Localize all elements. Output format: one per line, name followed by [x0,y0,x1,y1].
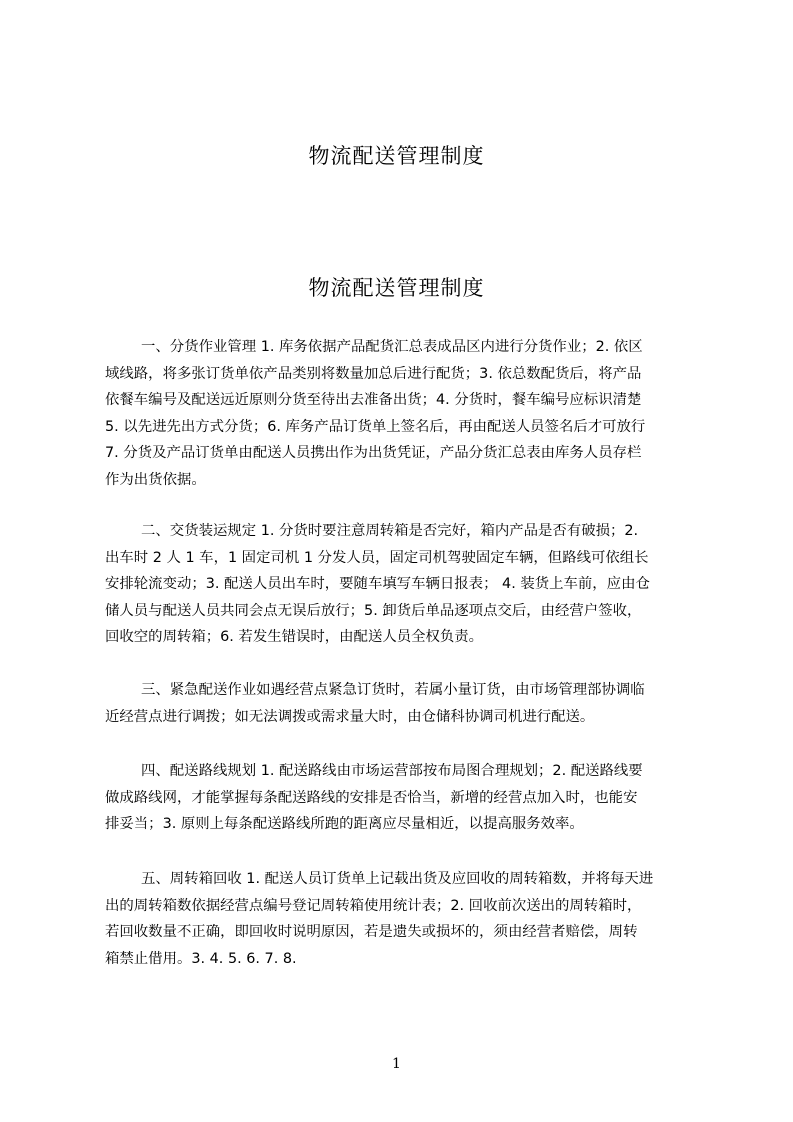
paragraph-line: 依餐车编号及配送远近原则分货至待出去准备出货；4. 分货时，餐车编号应标识清楚 [105,392,642,408]
paragraph-line: 7. 分货及产品订货单由配送人员携出作为出货凭证，产品分货汇总表由库务人员存栏 [105,445,642,461]
section-emergency-delivery [105,677,687,730]
section-distribution-management [105,334,687,493]
paragraph-line: 近经营点进行调拨；如无法调拨或需求量大时，由仓储科协调司机进行配送。 [105,708,595,725]
page-number: 1 [392,1056,401,1072]
paragraph-line: 三、紧急配送作业如遇经营点紧急订货时，若属小量订货，由市场管理部协调临 [141,682,645,698]
paragraph-line: 出车时 2 人 1 车，1 固定司机 1 分发人员，固定司机驾驶固定车辆，但路线可依组长 [105,549,649,566]
section-route-planning [105,758,687,838]
document-main-title: 物流配送管理制度 [308,276,485,300]
paragraph-line: 箱禁止借用。3. 4. 5. 6. 7. 8. [105,950,297,967]
paragraph-line: 5. 以先进先出方式分货；6. 库务产品订货单上签名后，再由配送人员签名后才可放行 [105,418,646,435]
paragraph-line: 域线路，将多张订货单依产品类别将数量加总后进行配货；3. 依总数配货后，将产品 [105,365,642,382]
paragraph-line: 四、配送路线规划 1. 配送路线由市场运营部按布局图合理规划；2. 配送路线要 [141,763,643,779]
paragraph-line: 储人员与配送人员共同会点无误后放行；5. 卸货后单品逐项点交后，由经营户签收， [105,602,642,619]
paragraph-line: 安排轮流变动；3. 配送人员出车时，要随车填写车辆日报表； 4. 装货上车前，应由仓 [105,576,650,592]
paragraph-line: 一、分货作业管理 1. 库务依据产品配货汇总表成品区内进行分货作业；2. 依区 [141,339,643,355]
paragraph-line: 若回收数量不正确，即回收时说明原因，若是遗失或损坏的，须由经营者赔偿，周转 [105,924,638,940]
paragraph-line: 五、周转箱回收 1. 配送人员订货单上记载出货及应回收的周转箱数，并将每天进 [141,871,654,887]
paragraph-line: 做成路线网，才能掌握每条配送路线的安排是否恰当，新增的经营点加入时，也能安 [105,789,638,806]
section-delivery-rules [105,518,687,651]
paragraph-line: 排妥当；3. 原则上每条配送路线所跑的距离应尽量相近，以提高服务效率。 [105,816,584,832]
paragraph-line: 二、交货装运规定 1. 分货时要注意周转箱是否完好，箱内产品是否有破损；2. [141,523,639,539]
document-header-title: 物流配送管理制度 [308,144,485,168]
paragraph-line: 出的周转箱数依据经营点编号登记周转箱使用统计表；2. 回收前次送出的周转箱时， [105,897,642,914]
paragraph-line: 回收空的周转箱；6. 若发生错误时，由配送人员全权负责。 [105,629,484,645]
paragraph-line: 作为出货依据。 [105,471,206,488]
section-crate-recovery [105,866,687,972]
